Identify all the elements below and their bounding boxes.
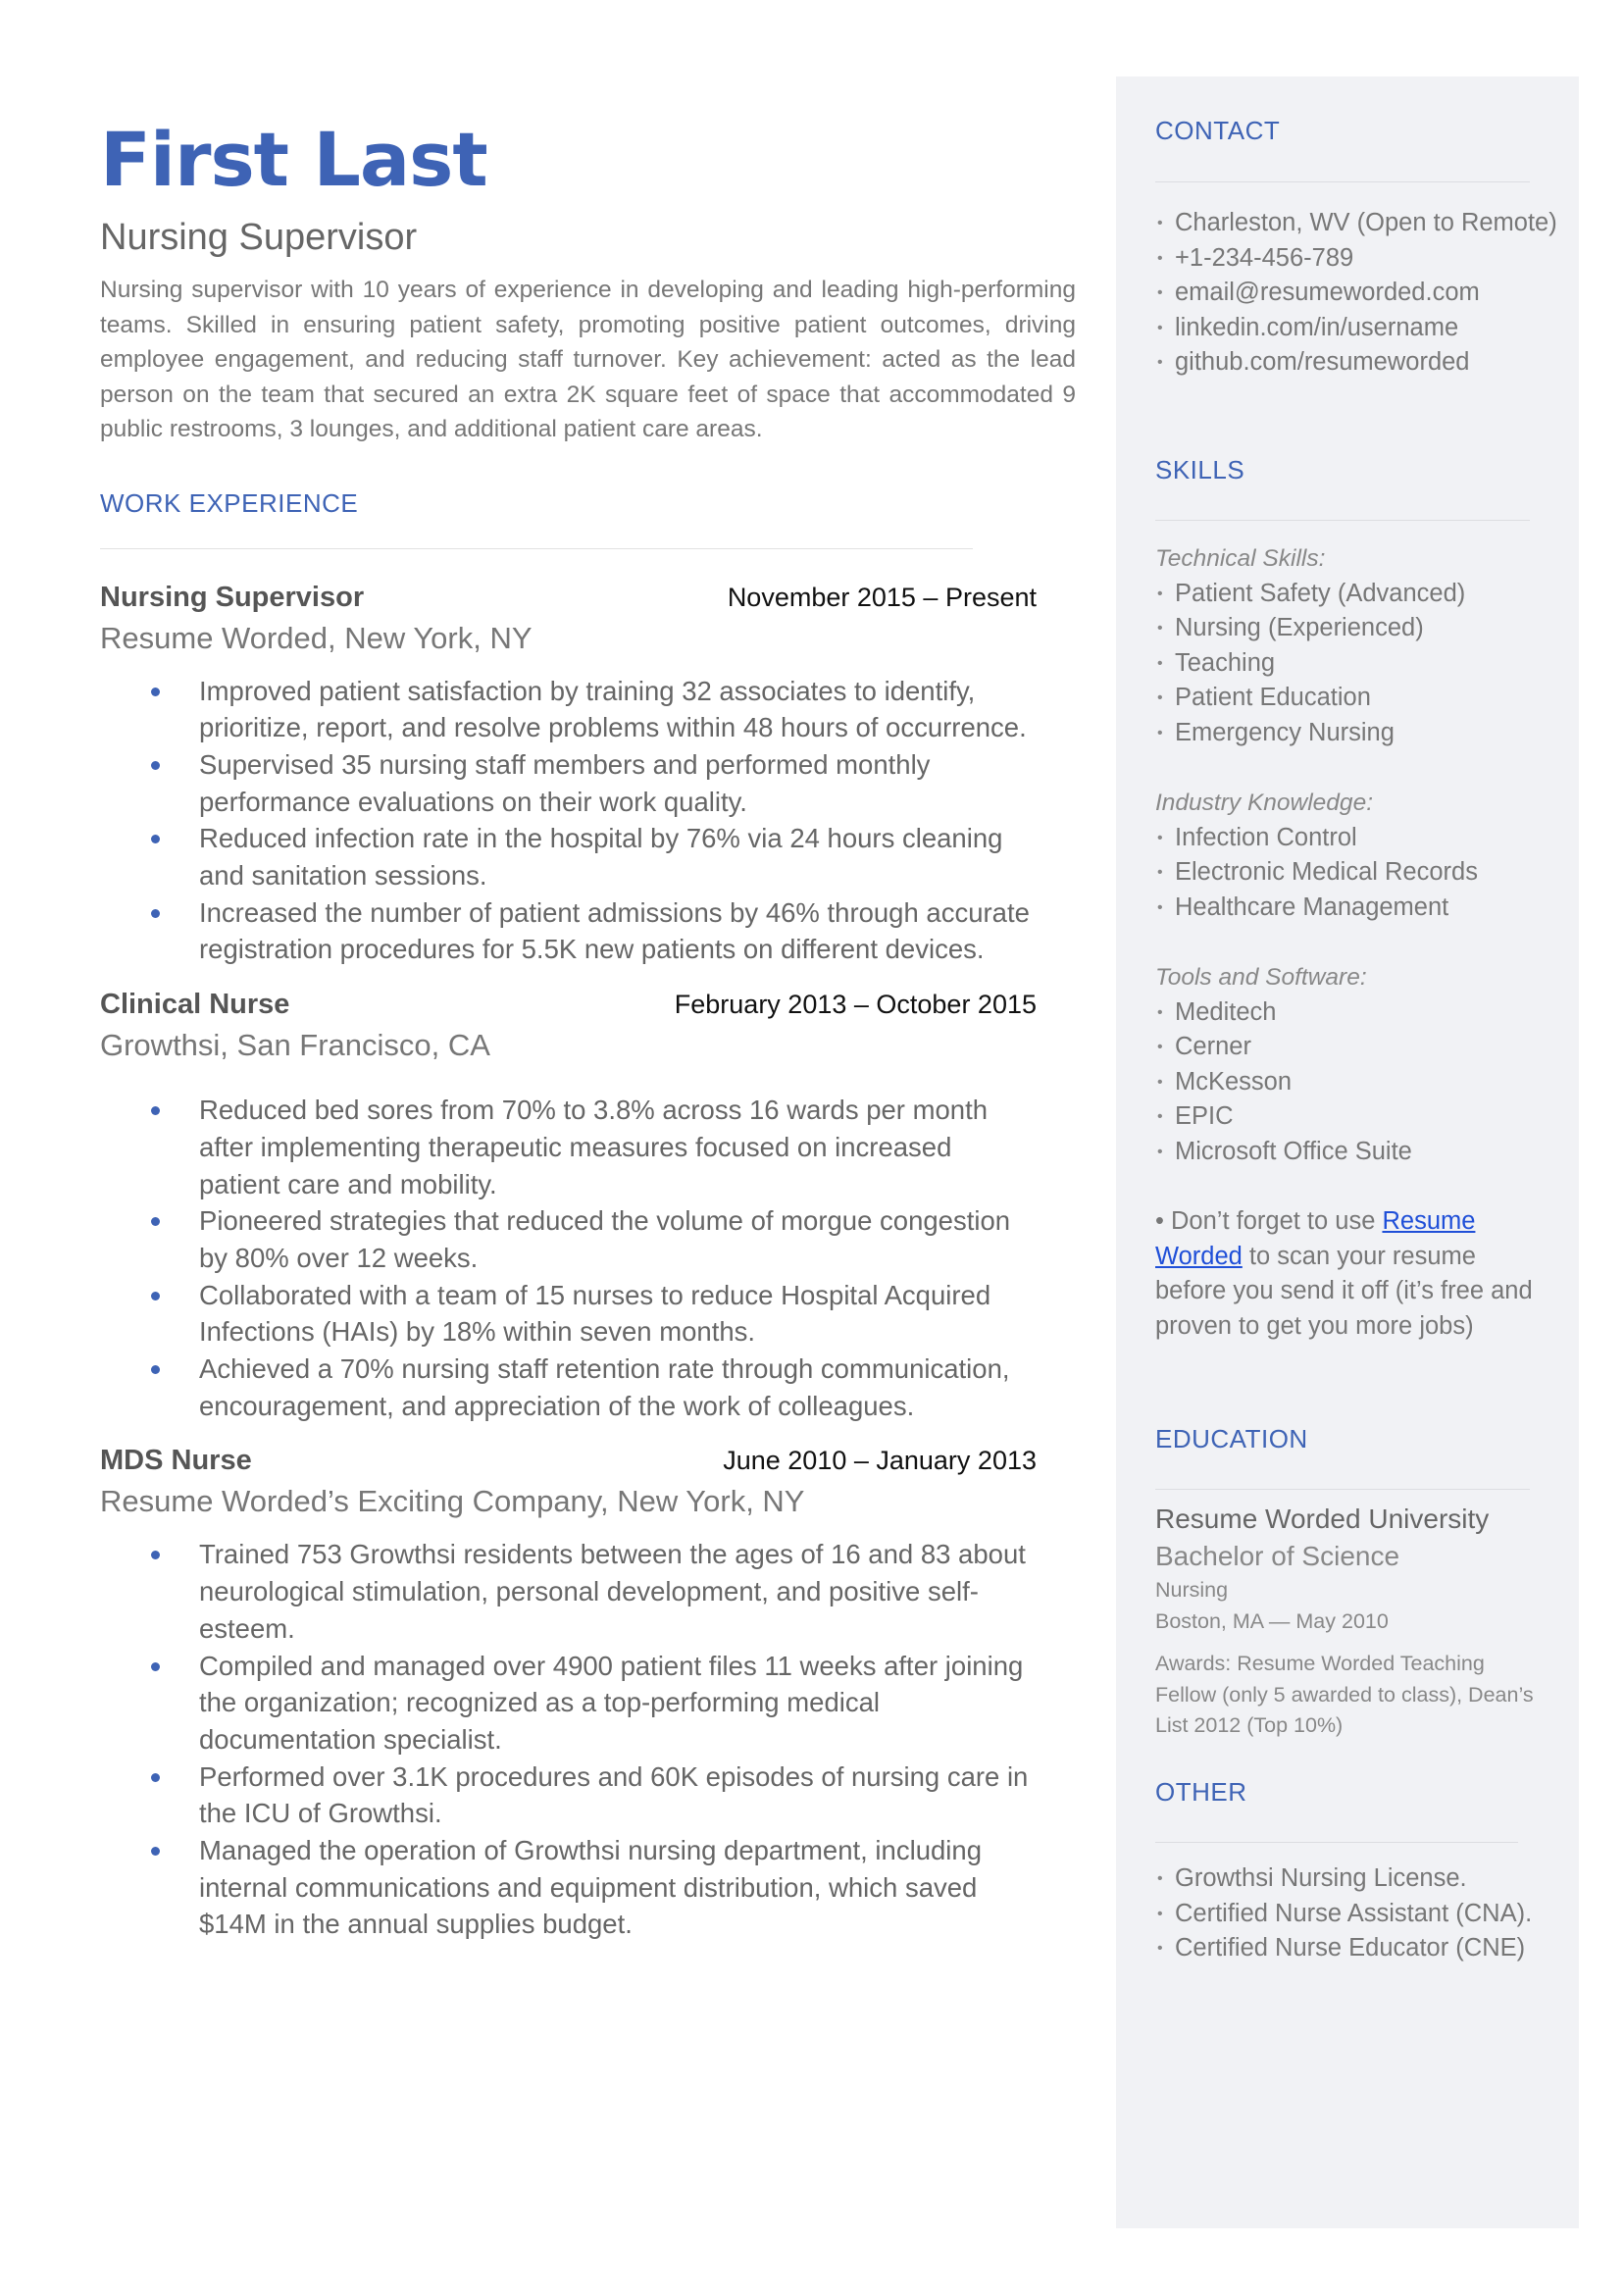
- bullet-dot-icon: •: [1157, 620, 1163, 637]
- skill-list: [1155, 577, 1548, 751]
- work-experience-heading: WORK EXPERIENCE: [100, 487, 359, 518]
- job-title-headline: Nursing Supervisor: [100, 217, 418, 258]
- section-divider: [1155, 520, 1530, 521]
- bullet-dot-icon: [151, 1773, 160, 1782]
- job-dates: February 2013 – October 2015: [674, 990, 1037, 1020]
- bullet-dot-icon: •: [1157, 215, 1163, 231]
- job-dates: June 2010 – January 2013: [723, 1446, 1037, 1476]
- sidebar: [1116, 76, 1579, 2228]
- skill-item: • EPIC: [1155, 1099, 1548, 1135]
- bullet-item: [100, 673, 1032, 746]
- bullet-item: [100, 894, 1032, 968]
- education-field: Nursing: [1155, 1578, 1229, 1602]
- skill-category-label: Technical Skills:: [1155, 545, 1326, 572]
- contact-email[interactable]: • email@resumeworded.com: [1155, 276, 1557, 311]
- job-company: Resume Worded’s Exciting Company, New York, NY: [100, 1484, 805, 1519]
- bullet-text: Increased the number of patient admissions by 46% through accurate registration procedures for 5.5K new patients on different devices.: [199, 896, 1030, 965]
- resume-worded-note: • Don’t forget to use Resume Worded to scan your resume before you send it off (it’s free and proven to get you more jobs): [1155, 1207, 1533, 1340]
- bullet-item: [100, 820, 1032, 893]
- bullet-text: Supervised 35 nursing staff members and performed monthly performance evaluations on their work quality.: [199, 748, 931, 817]
- candidate-name: First Last: [100, 116, 487, 203]
- skill-category-label: Industry Knowledge:: [1155, 790, 1373, 816]
- job-company: Resume Worded, New York, NY: [100, 620, 533, 655]
- skill-item: • Electronic Medical Records: [1155, 855, 1548, 891]
- resume-worded-link[interactable]: Resume Worded: [1155, 1207, 1476, 1270]
- bullet-text: Compiled and managed over 4900 patient files 11 weeks after joining the organization; recognized as a top-performing medical documentation specialist.: [199, 1650, 1024, 1755]
- job-title: Nursing Supervisor: [100, 581, 365, 613]
- job-bullets: [100, 1092, 1032, 1424]
- bullet-dot-icon: •: [1157, 249, 1163, 267]
- bullet-item: [100, 1202, 1032, 1276]
- skill-item: • Patient Education: [1155, 681, 1548, 716]
- section-divider: [1155, 1842, 1518, 1843]
- contact-linkedin[interactable]: • linkedin.com/in/username: [1155, 311, 1557, 346]
- contact-location: • Charleston, WV (Open to Remote): [1155, 206, 1557, 241]
- bullet-dot-icon: •: [1157, 1073, 1163, 1091]
- skill-item: • Meditech: [1155, 995, 1548, 1031]
- section-divider: [100, 548, 973, 549]
- job-title: MDS Nurse: [100, 1445, 252, 1477]
- bullet-dot-icon: •: [1157, 1108, 1163, 1125]
- bullet-dot-icon: [151, 1365, 160, 1374]
- skill-item: • Teaching: [1155, 646, 1548, 682]
- bullet-text: Trained 753 Growthsi residents between the ages of 16 and 83 about neurological stimulation, personal development, and positive self-esteem.: [199, 1539, 1026, 1644]
- skill-list: [1155, 821, 1548, 926]
- skill-list: [1155, 995, 1548, 1170]
- education-entry: [1155, 1501, 1548, 1742]
- bullet-text: Collaborated with a team of 15 nurses to reduce Hospital Acquired Infections (HAIs) by 18% within seven months.: [199, 1279, 991, 1348]
- bullet-dot-icon: •: [1157, 1905, 1163, 1922]
- bullet-dot-icon: •: [1157, 1870, 1163, 1887]
- job-company: Growthsi, San Francisco, CA: [100, 1028, 490, 1063]
- other-item: • Growthsi Nursing License.: [1155, 1861, 1532, 1897]
- job-title: Clinical Nurse: [100, 989, 290, 1021]
- job-entry: [100, 986, 1081, 1424]
- bullet-dot-icon: •: [1157, 724, 1163, 741]
- skill-item: • Emergency Nursing: [1155, 716, 1548, 751]
- bullet-text: Managed the operation of Growthsi nursing department, including internal communications and equipment distribution, which saved $14M in the annual supplies budget.: [199, 1835, 982, 1940]
- bullet-dot-icon: [151, 835, 160, 843]
- bullet-item: [100, 746, 1032, 820]
- bullet-dot-icon: [151, 688, 160, 696]
- skill-item: • Microsoft Office Suite: [1155, 1135, 1548, 1170]
- education-degree: Bachelor of Science: [1155, 1541, 1400, 1571]
- bullet-dot-icon: [151, 909, 160, 918]
- skill-category-label: Tools and Software:: [1155, 964, 1367, 991]
- other-list: [1155, 1861, 1532, 1966]
- summary-paragraph: Nursing supervisor with 10 years of experience in developing and leading high-performing teams. Skilled in ensuring patient safety, promoting positive patient outcomes, driving employee engagement, and reducing staff turnover. Key achievement: acted as the lead person on the team that secured an extra 2K square feet of space that accommodated 9 public restrooms, 3 lounges, and additional patient care areas.: [100, 277, 1076, 442]
- bullet-dot-icon: •: [1157, 585, 1163, 602]
- skill-item: • Healthcare Management: [1155, 891, 1548, 926]
- bullet-dot-icon: [151, 1106, 160, 1115]
- skill-item: • Infection Control: [1155, 821, 1548, 856]
- contact-phone: • +1-234-456-789: [1155, 241, 1557, 277]
- bullet-text: Pioneered strategies that reduced the volume of morgue congestion by 80% over 12 weeks.: [199, 1205, 1011, 1273]
- bullet-dot-icon: [151, 1217, 160, 1226]
- skills-heading: SKILLS: [1155, 455, 1245, 484]
- skill-item: • McKesson: [1155, 1065, 1548, 1100]
- contact-list: [1155, 206, 1557, 381]
- bullet-dot-icon: •: [1157, 898, 1163, 916]
- bullet-item: [100, 1648, 1032, 1759]
- job-entry: [100, 579, 1081, 969]
- bullet-dot-icon: •: [1157, 689, 1163, 706]
- bullet-dot-icon: •: [1157, 1143, 1163, 1160]
- other-item: • Certified Nurse Educator (CNE): [1155, 1931, 1532, 1966]
- bullet-dot-icon: [151, 761, 160, 770]
- bullet-item: [100, 1277, 1032, 1351]
- bullet-item: [100, 1351, 1032, 1424]
- section-divider: [1155, 181, 1530, 182]
- bullet-text: Achieved a 70% nursing staff retention rate through communication, encouragement, and appreciation of the work of colleagues.: [199, 1353, 1010, 1421]
- bullet-dot-icon: •: [1157, 1003, 1163, 1021]
- main-column: [100, 116, 1081, 1943]
- bullet-dot-icon: •: [1157, 1940, 1163, 1957]
- job-dates: November 2015 – Present: [727, 582, 1037, 612]
- bullet-item: [100, 1092, 1032, 1202]
- bullet-dot-icon: •: [1157, 829, 1163, 846]
- bullet-item: [100, 1536, 1032, 1647]
- other-item: • Certified Nurse Assistant (CNA).: [1155, 1897, 1532, 1932]
- job-bullets: [100, 673, 1032, 969]
- education-awards: Awards: Resume Worded Teaching Fellow (only 5 awarded to class), Dean’s List 2012 (Top 10%): [1155, 1652, 1534, 1737]
- contact-heading: CONTACT: [1155, 116, 1281, 145]
- skill-item: • Patient Safety (Advanced): [1155, 577, 1548, 612]
- contact-github[interactable]: • github.com/resumeworded: [1155, 345, 1557, 381]
- job-bullets: [100, 1536, 1032, 1943]
- bullet-text: Reduced infection rate in the hospital by 76% via 24 hours cleaning and sanitation sessions.: [199, 823, 1003, 892]
- bullet-dot-icon: •: [1157, 1039, 1163, 1055]
- bullet-dot-icon: [151, 1551, 160, 1559]
- other-heading: OTHER: [1155, 1777, 1247, 1807]
- education-school: Resume Worded University: [1155, 1504, 1490, 1534]
- section-divider: [1155, 1489, 1530, 1490]
- skill-item: • Nursing (Experienced): [1155, 611, 1548, 646]
- education-heading: EDUCATION: [1155, 1424, 1308, 1453]
- bullet-item: [100, 1832, 1032, 1943]
- bullet-dot-icon: [151, 1292, 160, 1300]
- bullet-dot-icon: •: [1157, 864, 1163, 881]
- bullet-dot-icon: [151, 1662, 160, 1671]
- job-entry: [100, 1442, 1081, 1943]
- bullet-dot-icon: •: [1157, 354, 1163, 371]
- bullet-dot-icon: [151, 1847, 160, 1856]
- bullet-dot-icon: •: [1157, 284, 1163, 301]
- education-location-date: Boston, MA — May 2010: [1155, 1608, 1389, 1633]
- bullet-text: Improved patient satisfaction by training 32 associates to identify, prioritize, report, and resolve problems within 48 hours of occurrence.: [199, 675, 1027, 743]
- bullet-text: Reduced bed sores from 70% to 3.8% across 16 wards per month after implementing therapeutic measures focused on increased patient care and mobility.: [199, 1095, 989, 1199]
- bullet-dot-icon: •: [1157, 319, 1163, 336]
- bullet-item: [100, 1759, 1032, 1832]
- skill-item: • Cerner: [1155, 1030, 1548, 1065]
- bullet-dot-icon: •: [1157, 654, 1163, 672]
- bullet-text: Performed over 3.1K procedures and 60K episodes of nursing care in the ICU of Growthsi.: [199, 1760, 1029, 1829]
- skills-groups: [1155, 541, 1548, 1344]
